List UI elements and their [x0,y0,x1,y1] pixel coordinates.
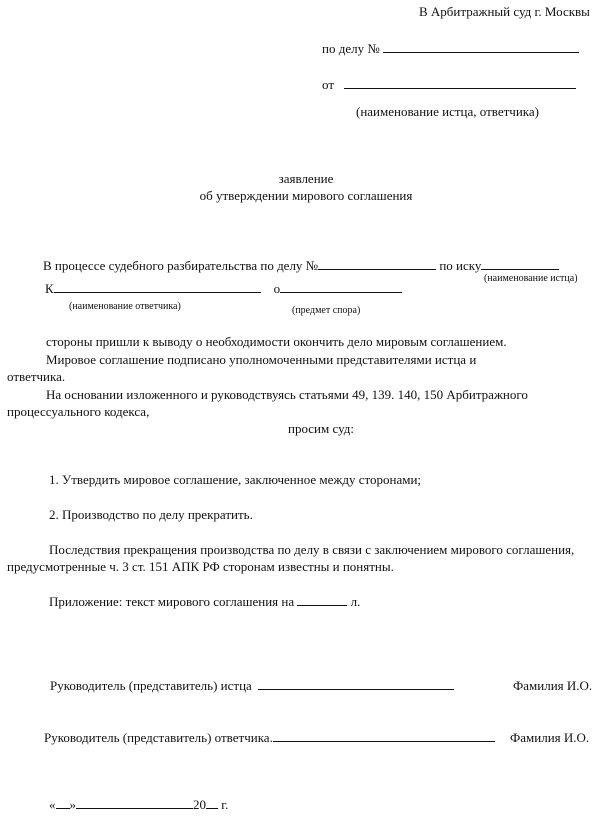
court-name: В Арбитражный суд г. Москвы [419,4,590,19]
defendant-blank[interactable] [54,281,261,293]
attachment-label: Приложение: текст мирового соглашения на [49,594,295,609]
document-title: заявление [278,171,334,186]
defendant-signature-blank[interactable] [273,730,495,742]
subject-blank[interactable] [280,281,402,293]
from-blank[interactable] [344,77,576,89]
date-year-blank[interactable] [206,797,218,809]
attachment-line [49,594,360,609]
attachment-unit: л. [350,594,361,609]
date-year-prefix: 20 [193,797,206,812]
defendant-hint: (наименование ответчика) [69,301,181,312]
plaintiff-hint: (наименование истца) [484,273,578,284]
case-number-label: по делу № [322,41,380,56]
intro-claim-blank[interactable] [481,258,559,270]
date-month-blank[interactable] [76,797,193,809]
defendant-signature-label: Руководитель (представитель) ответчика. [44,730,273,745]
paragraph-2-line-1: Мировое соглашение подписано уполномоченными представителями истца и [46,352,477,367]
paragraph-4-line-1: Последствия прекращения производства по делу в связи с заключением мирового соглашения, [49,542,575,557]
intro-text: В процессе судебного разбирательства по делу № [43,258,319,273]
from-hint: (наименование истца, ответчика) [356,104,540,119]
intro-case-blank[interactable] [318,258,436,270]
intro-claim-label: по иску [439,258,482,273]
case-number-field [322,41,579,56]
intro-line [43,258,559,273]
plaintiff-signature-blank[interactable] [258,678,454,690]
date-open-quote: « [49,797,56,812]
case-number-blank[interactable] [383,41,579,53]
paragraph-3-line-2: процессуального кодекса, [7,404,150,419]
paragraph-1: стороны пришли к выводу о необходимости окончить дело мировым соглашением. [46,334,507,349]
date-day-blank[interactable] [56,797,70,809]
plaintiff-name: Фамилия И.О. [513,678,593,693]
from-label: от [322,77,335,92]
request-heading: просим суд: [288,421,354,436]
date-close-quote: » [69,797,76,812]
paragraph-4-line-2: предусмотренные ч. 3 ст. 151 АПК РФ сторонам известны и понятны. [7,559,394,574]
subject-hint: (предмет спора) [292,305,361,316]
o-label: о [273,281,281,296]
date-year-suffix: г. [221,797,229,812]
date-line [49,797,228,812]
document-subtitle: об утверждении мирового соглашения [199,188,413,203]
defendant-signature-line [44,730,495,745]
from-field [322,77,576,92]
plaintiff-signature-label: Руководитель (представитель) истца [50,678,252,693]
request-item-1: 1. Утвердить мировое соглашение, заключенное между сторонами; [49,472,422,487]
k-label: К [45,281,54,296]
defendant-line [45,281,402,296]
attachment-pages-blank[interactable] [297,594,347,606]
request-item-2: 2. Производство по делу прекратить. [49,507,253,522]
paragraph-2-line-2: ответчика. [7,369,66,384]
defendant-name: Фамилия И.О. [510,730,590,745]
paragraph-3-line-1: На основании изложенного и руководствуясь статьями 49, 139. 140, 150 Арбитражного [46,387,528,402]
plaintiff-signature-line [50,678,454,693]
